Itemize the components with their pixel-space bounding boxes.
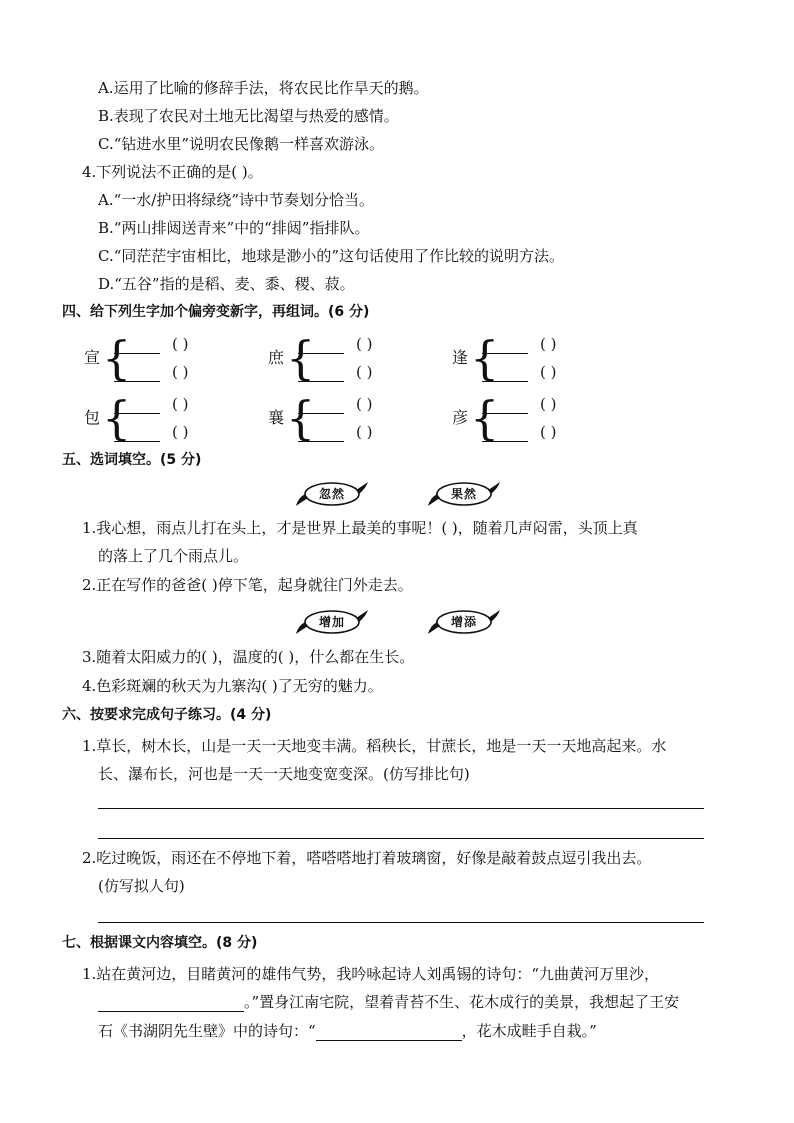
word-badge [294,480,370,510]
q4-option-a: A.“一水/护田将绿绕”诗中节奏划分恰当。 [98,191,374,209]
word-option: 增添 [450,615,477,629]
q4-stem: 4.下列说法不正确的是( )。 [82,163,263,181]
q3-option-b: B.表现了农民对土地无比渴望与热爱的感情。 [98,107,399,125]
answer-slot[interactable]: ( ) [482,334,612,356]
source-char: 彦 [452,408,469,427]
s6-q2-line1: 2.吃过晚饭，雨还在不停地下着，嗒嗒嗒地打着玻璃窗，好像是敲着鼓点逗引我出去。 [82,849,652,867]
word-option: 忽然 [318,487,345,501]
s6-q1-line2: 长、瀑布长，河也是一天一天地变宽变深。(仿写排比句) [98,765,470,783]
answer-slot[interactable]: ( ) [114,394,244,416]
fill-blank[interactable] [98,995,244,1012]
section-6-title: 六、按要求完成句子练习。(4 分) [62,707,272,723]
q4-option-b: B.“两山排闼送青来”中的“排闼”指排队。 [98,219,370,237]
answer-slot[interactable]: ( ) [298,362,428,384]
char-group [84,328,254,388]
source-char: 包 [84,408,101,427]
source-char: 逢 [452,348,469,367]
answer-slot[interactable]: ( ) [114,422,244,444]
char-group [268,388,438,448]
q4-option-d: D.“五谷”指的是稻、麦、黍、稷、菽。 [98,275,355,293]
q3-option-c: C.“钻进水里”说明农民像鹅一样喜欢游泳。 [98,135,385,153]
s5-q4: 4.色彩斑斓的秋天为九寨沟( )了无穷的魅力。 [82,677,383,695]
s5-q1-line2: 的落上了几个雨点儿。 [98,547,249,565]
word-badge [426,480,502,510]
source-char: 庶 [268,348,285,367]
char-group [452,388,622,448]
q3-option-a: A.运用了比喻的修辞手法，将农民比作旱天的鹅。 [98,79,429,97]
brace-icon: { [286,331,316,385]
answer-slot[interactable]: ( ) [482,422,612,444]
s7-q1-line2: 。”置身江南宅院，望着青苔不生、花木成行的美景，我想起了王安 [98,992,679,1012]
answer-slot[interactable]: ( ) [482,362,612,384]
source-char: 宣 [84,348,101,367]
section-5-title: 五、选词填空。(5 分) [62,452,202,468]
brace-icon: { [286,391,316,445]
s5-q3: 3.随着太阳威力的( )，温度的( )，什么都在生长。 [82,648,415,666]
s6-q2-line2: (仿写拟人句) [98,877,185,895]
s6-q1-line1: 1.草长，树木长，山是一天一天地变丰满。稻秧长，甘蔗长，地是一天一天地高起来。水 [82,737,667,755]
brace-icon: { [102,331,132,385]
word-badge [294,608,370,638]
answer-slot[interactable]: ( ) [114,334,244,356]
q4-option-c: C.“同茫茫宇宙相比，地球是渺小的”这句话使用了作比较的说明方法。 [98,247,565,265]
answer-slot[interactable]: ( ) [298,394,428,416]
char-group [452,328,622,388]
word-badge [426,608,502,638]
char-group [268,328,438,388]
s7-q1-line1: 1.站在黄河边，目睹黄河的雄伟气势，我吟咏起诗人刘禹锡的诗句：“九曲黄河万里沙， [82,965,659,983]
s7-q1-line3: 石《书湖阴先生壁》中的诗句：“ ，花木成畦手自栽。” [98,1022,597,1040]
word-option: 果然 [450,487,477,501]
fill-blank[interactable] [316,1024,462,1041]
brace-icon: { [470,391,500,445]
word-option: 增加 [318,615,345,629]
section-7-title: 七、根据课文内容填空。(8 分) [62,935,258,951]
s5-q1-line1: 1.我心想，雨点儿打在头上，才是世界上最美的事呢！( )，随着几声闷雷，头顶上真 [82,519,638,537]
source-char: 襄 [268,408,285,427]
answer-slot[interactable]: ( ) [298,422,428,444]
section-4-title: 四、给下列生字加个偏旁变新字，再组词。(6 分) [62,304,370,320]
answer-slot[interactable]: ( ) [114,362,244,384]
char-group [84,388,254,448]
answer-line[interactable] [98,838,704,839]
brace-icon: { [102,391,132,445]
s5-q2: 2.正在写作的爸爸( )停下笔，起身就往门外走去。 [82,576,413,594]
answer-line[interactable] [98,808,704,809]
answer-slot[interactable]: ( ) [482,394,612,416]
answer-line[interactable] [98,922,704,923]
answer-slot[interactable]: ( ) [298,334,428,356]
brace-icon: { [470,331,500,385]
